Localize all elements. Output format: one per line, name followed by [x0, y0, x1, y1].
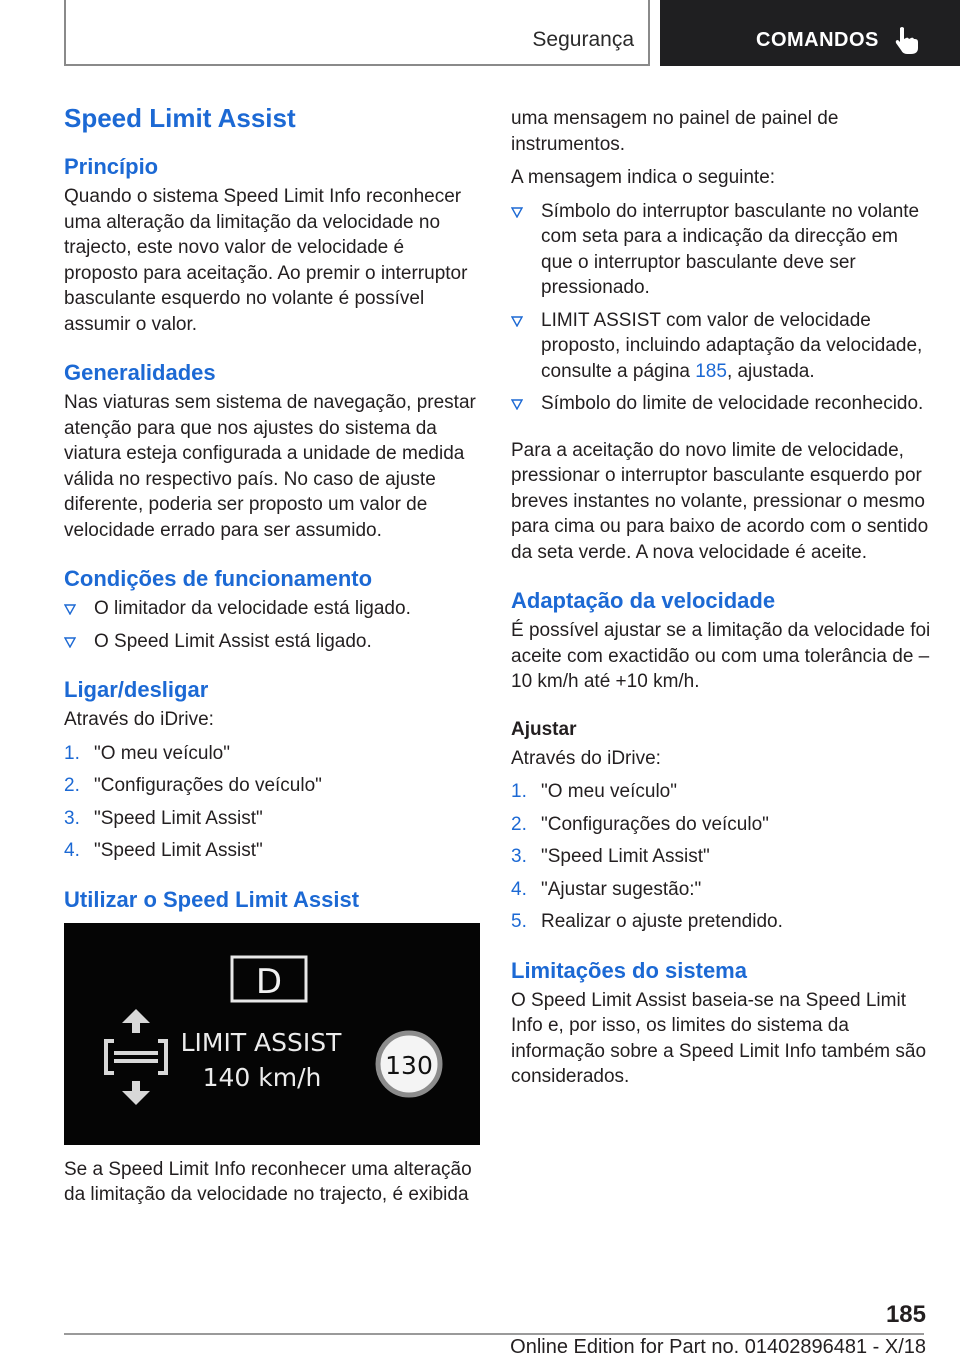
step-text: "O meu veículo" — [541, 781, 677, 802]
step-text: "Configurações do veículo" — [94, 775, 322, 796]
heading-conditions: Condições de funcionamento — [64, 566, 373, 591]
page-number: 185 — [885, 1301, 926, 1328]
step-number: 3. — [64, 807, 80, 829]
list-item — [64, 806, 480, 832]
footer-divider — [64, 1333, 924, 1335]
header-section-label: Segurança — [532, 28, 634, 51]
header-chapter-tab — [660, 0, 960, 66]
list-item-text: O Speed Limit Assist está ligado. — [94, 630, 372, 652]
adapt-text: É possível ajustar se a limitação da velocidade foi aceite com exactidão ou com uma tolerância de –10 km/h até +10 km/h. — [511, 620, 931, 692]
pointing-hand-icon — [894, 26, 920, 56]
list-item — [511, 779, 931, 805]
limits-text: O Speed Limit Assist baseia-se na Speed Limit Info e, por isso, os limites do sistema da informação sobre a Speed Limit Info também são considerados. — [511, 989, 927, 1087]
step-number: 5. — [511, 911, 527, 932]
list-item — [511, 844, 931, 870]
heading-principle: Princípio — [64, 154, 159, 179]
heading-general: Generalidades — [64, 360, 216, 385]
step-number: 4. — [64, 840, 80, 861]
step-number: 1. — [511, 781, 527, 802]
list-item-text: O limitador da velocidade está ligado. — [94, 598, 411, 619]
step-text: "Speed Limit Assist" — [94, 807, 263, 829]
adjust-steps — [511, 779, 931, 935]
step-text: "Speed Limit Assist" — [541, 846, 710, 867]
header-section-box — [64, 0, 650, 66]
step-number: 2. — [511, 813, 527, 835]
step-number: 1. — [64, 742, 80, 764]
header-chapter-label: COMANDOS — [756, 29, 879, 51]
step-text: "Configurações do veículo" — [541, 813, 769, 835]
heading-adjust: Ajustar — [511, 718, 577, 740]
adjust-intro: Através do iDrive: — [511, 747, 661, 769]
list-item-text: Símbolo do limite de velocidade reconhecido. — [541, 393, 924, 414]
principle-text: Quando o sistema Speed Limit Info reconhecer uma alteração da limitação da velocidade no trajecto, este novo valor de velocidade é proposto para aceitação. Ao premir o interruptor basculante esquerdo no volante é possível assumir o valor. — [64, 186, 468, 335]
proposed-speed-label: 140 km/h — [202, 1062, 322, 1092]
use-caption: Se a Speed Limit Info reconhecer uma alteração da limitação da velocidade no trajecto, é exibida — [64, 1158, 472, 1205]
step-number: 4. — [511, 878, 527, 900]
list-item — [64, 773, 480, 799]
conditions-list — [64, 596, 480, 654]
list-item-text-after-link: , ajustada. — [726, 360, 815, 382]
list-item — [64, 838, 480, 864]
list-item — [511, 877, 931, 903]
accept-text: Para a aceitação do novo limite de velocidade, pressionar o interruptor basculante esquerdo por breves instantes no volante, pressionar o mesmo para cima ou para baixo de acordo com o sentido da seta verde. A nova velocidade é aceite. — [511, 439, 929, 563]
step-text: "Speed Limit Assist" — [94, 840, 263, 861]
list-item — [64, 629, 480, 655]
speed-limit-sign-text: 130 — [385, 1050, 433, 1080]
onoff-steps — [64, 741, 480, 864]
general-text: Nas viaturas sem sistema de navegação, prestar atenção para que nos ajustes do sistema da viatura esteja configurada a unidade de medida válida no respectivo país. No caso de ajuste diferente, poderia ser proposto um valor de velocidade errado para ser assumido. — [64, 392, 476, 541]
triangle-bullet-icon — [511, 398, 523, 410]
right-column — [511, 106, 931, 1111]
step-number: 2. — [64, 775, 80, 796]
step-number: 3. — [511, 846, 527, 867]
list-item — [64, 741, 480, 767]
list-item — [64, 596, 480, 622]
footer-edition: Online Edition for Part no. 01402896481 - X/18 — [510, 1336, 926, 1358]
list-item — [511, 391, 931, 417]
page-reference-link[interactable]: 185 — [695, 360, 727, 382]
list-item — [511, 812, 931, 838]
list-item — [511, 308, 931, 385]
onoff-intro: Através do iDrive: — [64, 709, 214, 730]
list-item-text: Símbolo do interruptor basculante no volante com seta para a indicação da direcção em que o interruptor basculante deve ser pressionado. — [541, 200, 920, 298]
page-title: Speed Limit Assist — [64, 103, 296, 133]
heading-limits: Limitações do sistema — [511, 957, 747, 983]
heading-use: Utilizar o Speed Limit Assist — [64, 886, 360, 912]
step-text: "O meu veículo" — [94, 742, 230, 764]
list-item-text-before-link: LIMIT ASSIST com valor de velocidade proposto, incluindo adaptação da velocidade, consulte a página — [541, 309, 923, 382]
gear-indicator-text: D — [255, 961, 283, 1002]
left-column — [64, 100, 480, 1229]
instrument-cluster-display — [64, 923, 480, 1145]
triangle-bullet-icon — [511, 315, 523, 327]
heading-onoff: Ligar/desligar — [64, 677, 209, 702]
triangle-bullet-icon — [64, 636, 76, 648]
limit-assist-label: LIMIT ASSIST — [180, 1027, 342, 1057]
step-text: Realizar o ajuste pretendido. — [541, 911, 783, 932]
triangle-bullet-icon — [64, 603, 76, 615]
rocker-switch-icon — [106, 1009, 166, 1105]
list-item — [511, 199, 931, 301]
step-text: "Ajustar sugestão:" — [541, 878, 702, 900]
heading-adapt: Adaptação da velocidade — [511, 588, 776, 613]
list-item — [511, 909, 931, 935]
triangle-bullet-icon — [511, 206, 523, 218]
message-list — [511, 199, 931, 417]
continued-text: uma mensagem no painel de painel de instrumentos. — [511, 108, 839, 155]
message-intro: A mensagem indica o seguinte: — [511, 167, 776, 188]
